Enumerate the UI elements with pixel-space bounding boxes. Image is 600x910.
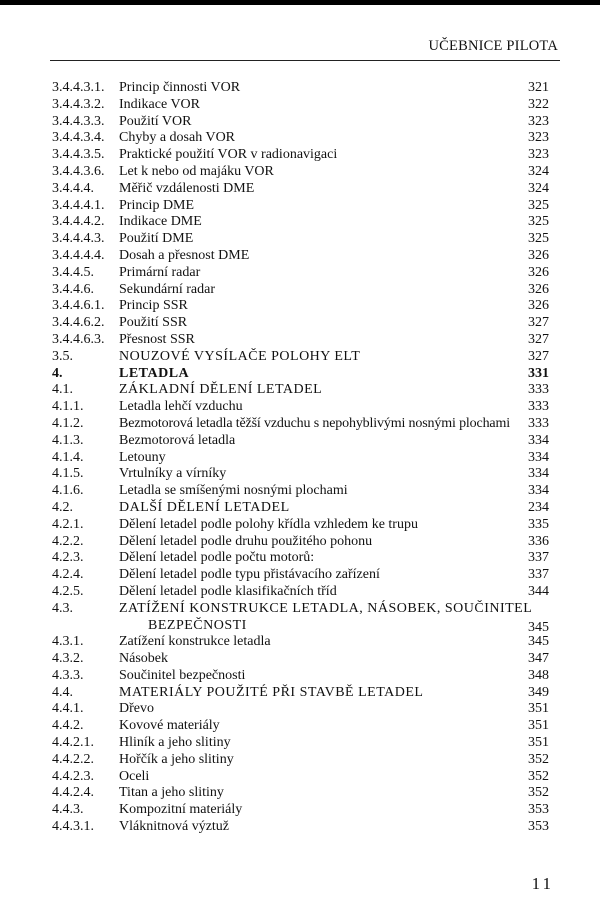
toc-entry-number: 3.4.4.4.4. [52, 247, 105, 263]
toc-entry-page: 345 [528, 634, 549, 650]
toc-entry-page: 326 [528, 281, 549, 297]
page-number: 11 [531, 874, 554, 893]
toc-entry [52, 500, 549, 517]
toc-entry-title: Zatížení konstrukce letadla [119, 634, 271, 650]
toc-entry-page: 353 [528, 802, 549, 818]
toc-entry-title: Dělení letadel podle polohy křídla vzhledem ke trupu [119, 516, 418, 532]
toc-entry-number: 4.4.2.2. [52, 751, 94, 767]
toc-entry-title: Letadla se smíšenými nosnými plochami [119, 483, 348, 499]
toc-entry-title: Použití DME [119, 231, 194, 247]
toc-entry [52, 718, 549, 735]
toc-entry [52, 416, 549, 433]
toc-entry-number: 3.4.4.3.2. [52, 96, 105, 112]
toc-entry [52, 466, 549, 483]
toc-entry [52, 634, 549, 651]
toc-entry-title: Letadla lehčí vzduchu [119, 399, 243, 415]
toc-entry-number: 4.3. [52, 600, 73, 616]
toc-entry-page: 327 [528, 331, 549, 347]
toc-entry-number: 4.4.2.4. [52, 785, 94, 801]
toc-entry-page: 325 [528, 197, 549, 213]
toc-entry-number: 3.4.4.4. [52, 180, 94, 196]
toc-entry-number: 3.4.4.6.2. [52, 315, 105, 331]
toc-entry-number: 4.4.2.3. [52, 768, 94, 784]
toc-entry [52, 265, 549, 282]
toc-entry-title: Použití VOR [119, 113, 192, 129]
toc-entry-page: 352 [528, 768, 549, 784]
toc-entry-number: 4.1.2. [52, 415, 84, 431]
toc-entry [52, 819, 549, 836]
toc-entry [52, 181, 549, 198]
toc-entry [52, 601, 549, 618]
toc-entry-title: Letouny [119, 449, 166, 465]
toc-entry [52, 769, 549, 786]
toc-entry-title: ZÁKLADNÍ DĚLENÍ LETADEL [119, 382, 323, 398]
toc-entry [52, 752, 549, 769]
toc-entry-number: 4.3.3. [52, 667, 84, 683]
toc-entry-number: 4.1.3. [52, 432, 84, 448]
toc-entry-title: Chyby a dosah VOR [119, 130, 236, 146]
toc-entry-title: Vrtulníky a vírníky [119, 466, 227, 482]
toc-entry-page: 351 [528, 718, 549, 734]
toc-entry-title: Primární radar [119, 264, 201, 280]
top-edge-bar [0, 0, 600, 5]
toc-entry-page: 333 [528, 399, 549, 415]
toc-entry-title: Součinitel bezpečnosti [119, 667, 246, 683]
toc-entry-page: 351 [528, 735, 549, 751]
toc-entry-page: 334 [528, 449, 549, 465]
toc-entry-page: 333 [528, 382, 549, 398]
toc-entry-page: 348 [528, 667, 549, 683]
toc-entry [52, 349, 549, 366]
toc-entry-title: Dělení letadel podle druhu použitého pohonu [119, 533, 373, 549]
toc-entry-title: Dělení letadel podle počtu motorů: [119, 550, 315, 566]
toc-entry-number: 4.1. [52, 382, 73, 398]
toc-entry-page: 326 [528, 298, 549, 314]
toc-entry-page: 344 [528, 583, 549, 599]
toc-entry-number: 3.4.4.4.1. [52, 197, 105, 213]
toc-entry-title: Princip SSR [119, 298, 188, 314]
table-of-contents [52, 80, 549, 836]
toc-entry-number: 4.4.2.1. [52, 735, 94, 751]
toc-entry-number: 3.4.4.3.4. [52, 130, 105, 146]
toc-entry-title: Přesnost SSR [119, 331, 195, 347]
toc-entry-number: 4.1.1. [52, 399, 84, 415]
toc-entry [52, 517, 549, 534]
toc-entry-page: 352 [528, 785, 549, 801]
toc-entry-number: 4.4. [52, 684, 73, 700]
toc-entry [52, 618, 549, 635]
toc-entry-page: 336 [528, 533, 549, 549]
toc-entry-number: 3.4.4.4.2. [52, 214, 105, 230]
toc-entry-page: 351 [528, 701, 549, 717]
toc-entry-page: 323 [528, 147, 549, 163]
toc-entry-page: 337 [528, 567, 549, 583]
toc-entry-title: BEZPEČNOSTI [148, 617, 247, 633]
toc-entry-number: 3.4.4.6.3. [52, 331, 105, 347]
toc-entry-number: 3.4.4.3.5. [52, 147, 105, 163]
toc-entry-title: Princip činnosti VOR [119, 80, 241, 95]
toc-entry-title: Násobek [119, 651, 168, 667]
toc-entry-number: 4.4.3.1. [52, 819, 94, 835]
toc-entry [52, 450, 549, 467]
toc-entry-title: Princip DME [119, 197, 195, 213]
toc-entry-page: 325 [528, 231, 549, 247]
toc-entry-page: 334 [528, 466, 549, 482]
toc-entry-number: 4.1.6. [52, 483, 84, 499]
toc-entry [52, 701, 549, 718]
toc-entry-number: 4.2.3. [52, 550, 84, 566]
toc-entry [52, 802, 549, 819]
toc-entry-title: Sekundární radar [119, 281, 216, 297]
toc-entry [52, 114, 549, 131]
toc-entry-number: 4.3.1. [52, 634, 84, 650]
toc-entry-page: 324 [528, 180, 549, 196]
toc-entry-title: Kompozitní materiály [119, 802, 243, 818]
toc-entry-page: 326 [528, 247, 549, 263]
toc-entry [52, 584, 549, 601]
toc-entry-number: 4.2. [52, 499, 73, 515]
toc-entry-page: 325 [528, 214, 549, 230]
toc-entry-title: Bezmotorová letadla těžší vzduchu s nepohyblivými nosnými plochami [119, 415, 510, 431]
toc-entry-page: 322 [528, 96, 549, 112]
toc-entry [52, 298, 549, 315]
toc-entry-title: Vláknitnová výztuž [119, 819, 230, 835]
toc-entry-page: 337 [528, 550, 549, 566]
toc-entry-title: Let k nebo od majáku VOR [119, 163, 274, 179]
toc-entry-page: 352 [528, 751, 549, 767]
toc-entry-title: Dělení letadel podle typu přistávacího zařízení [119, 567, 380, 583]
toc-entry [52, 366, 549, 383]
toc-entry-number: 3.5. [52, 348, 73, 364]
toc-entry [52, 332, 549, 349]
toc-entry [52, 399, 549, 416]
toc-entry [52, 382, 549, 399]
toc-entry-number: 3.4.4.4.3. [52, 231, 105, 247]
toc-entry-number: 3.4.4.5. [52, 264, 94, 280]
toc-entry-page: 327 [528, 315, 549, 331]
toc-entry [52, 130, 549, 147]
toc-entry [52, 198, 549, 215]
toc-entry-title: Měřič vzdálenosti DME [119, 180, 255, 196]
toc-entry-title: Kovové materiály [119, 718, 220, 734]
toc-entry-page: 321 [528, 80, 549, 95]
toc-entry [52, 248, 549, 265]
toc-entry [52, 785, 549, 802]
toc-entry [52, 164, 549, 181]
toc-entry-page: 333 [528, 415, 549, 431]
toc-entry [52, 147, 549, 164]
toc-entry-title: ZATÍŽENÍ KONSTRUKCE LETADLA, NÁSOBEK, SOUČINITEL [119, 600, 533, 616]
toc-entry [52, 214, 549, 231]
toc-entry [52, 735, 549, 752]
toc-entry-page: 347 [528, 651, 549, 667]
toc-entry-page: 349 [528, 684, 549, 700]
toc-entry-title: Použití SSR [119, 315, 188, 331]
toc-entry-page: 345 [528, 619, 549, 635]
toc-entry-page: 335 [528, 516, 549, 532]
toc-entry [52, 668, 549, 685]
toc-entry-page: 334 [528, 483, 549, 499]
toc-entry-title: Bezmotorová letadla [119, 432, 236, 448]
toc-entry [52, 567, 549, 584]
toc-entry-page: 334 [528, 432, 549, 448]
toc-entry-number: 3.4.4.6. [52, 281, 94, 297]
toc-entry-title: Praktické použití VOR v radionavigaci [119, 147, 338, 163]
toc-entry-title: Hořčík a jeho slitiny [119, 751, 234, 767]
toc-entry [52, 231, 549, 248]
toc-entry [52, 534, 549, 551]
toc-entry-number: 4. [52, 365, 63, 381]
toc-entry-number: 4.2.2. [52, 533, 84, 549]
toc-entry [52, 550, 549, 567]
toc-entry-title: MATERIÁLY POUŽITÉ PŘI STAVBĚ LETADEL [119, 684, 424, 700]
toc-entry-title: NOUZOVÉ VYSÍLAČE POLOHY ELT [119, 348, 361, 364]
toc-entry-page: 234 [528, 499, 549, 515]
toc-entry-number: 4.2.4. [52, 567, 84, 583]
toc-entry-title: Dělení letadel podle klasifikačních tříd [119, 583, 337, 599]
toc-entry-page: 323 [528, 113, 549, 129]
toc-entry-number: 3.4.4.6.1. [52, 298, 105, 314]
toc-entry [52, 483, 549, 500]
toc-entry-page: 326 [528, 264, 549, 280]
toc-entry-title: Indikace DME [119, 214, 202, 230]
toc-entry [52, 651, 549, 668]
toc-entry-number: 4.3.2. [52, 651, 84, 667]
toc-entry-number: 3.4.4.3.6. [52, 163, 105, 179]
toc-entry-title: Dosah a přesnost DME [119, 247, 250, 263]
toc-entry-page: 327 [528, 348, 549, 364]
toc-entry-number: 3.4.4.3.3. [52, 113, 105, 129]
toc-entry-title: LETADLA [119, 365, 190, 381]
toc-entry-number: 4.2.5. [52, 583, 84, 599]
toc-entry [52, 97, 549, 114]
toc-entry-page: 323 [528, 130, 549, 146]
toc-entry [52, 315, 549, 332]
toc-entry [52, 80, 549, 97]
toc-entry-title: Hliník a jeho slitiny [119, 735, 231, 751]
toc-entry-number: 4.1.4. [52, 449, 84, 465]
toc-entry-title: Indikace VOR [119, 96, 200, 112]
header-rule [50, 60, 560, 61]
toc-entry-title: DALŠÍ DĚLENÍ LETADEL [119, 499, 290, 515]
toc-entry-page: 331 [528, 365, 549, 381]
running-header: UČEBNICE PILOTA [428, 38, 558, 54]
toc-entry-number: 4.4.1. [52, 701, 84, 717]
toc-entry [52, 282, 549, 299]
toc-entry [52, 685, 549, 702]
toc-entry-page: 353 [528, 819, 549, 835]
toc-entry-title: Oceli [119, 768, 150, 784]
toc-entry-number: 4.4.3. [52, 802, 84, 818]
toc-entry-number: 4.1.5. [52, 466, 84, 482]
toc-entry [52, 433, 549, 450]
toc-entry-page: 324 [528, 163, 549, 179]
toc-entry-number: 4.2.1. [52, 516, 84, 532]
toc-entry-number: 3.4.4.3.1. [52, 80, 105, 95]
toc-entry-title: Titan a jeho slitiny [119, 785, 224, 801]
toc-entry-number: 4.4.2. [52, 718, 84, 734]
toc-entry-title: Dřevo [119, 701, 154, 717]
